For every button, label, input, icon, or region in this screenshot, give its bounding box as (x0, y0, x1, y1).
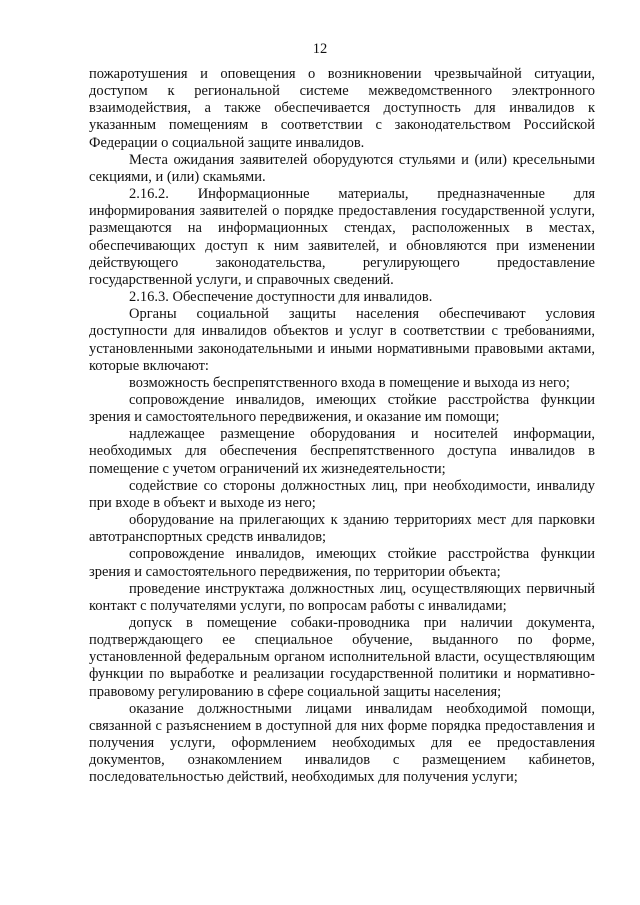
list-item: проведение инструктажа должностных лиц, осуществляющих первичный контакт с получателями услуги, по вопросам работы с инвалидами; (89, 580, 595, 614)
list-item: надлежащее размещение оборудования и носителей информации, необходимых для обеспечения беспрепятственного доступа инвалидов в помещение с учетом ограничений их жизнедеятельности; (89, 426, 595, 477)
document-body (89, 66, 595, 787)
list-item: оборудование на прилегающих к зданию территориях мест для парковки автотранспортных средств инвалидов; (89, 512, 595, 546)
list-item: возможность беспрепятственного входа в помещение и выхода из него; (129, 374, 570, 391)
paragraph: Органы социальной защиты населения обеспечивают условия доступности для инвалидов объектов и услуг в соответствии с требованиями, установленными законодательными и иными нормативными правовыми актами, которые включают: (89, 306, 595, 374)
paragraph: Места ожидания заявителей оборудуются стульями и (или) кресельными секциями, и (или) скамьями. (89, 151, 595, 185)
paragraph: пожаротушения и оповещения о возникновении чрезвычайной ситуации, доступом к региональной системе межведомственного электронного взаимодействия, а также обеспечивается доступность для инвалидов к указанным помещениям в соответствии с законодательством Российской Федерации о социальной защите инвалидов. (89, 66, 595, 151)
list-item: оказание должностными лицами инвалидам необходимой помощи, связанной с разъяснением в доступной для них форме порядка предоставления и получения услуги, оформлением необходимых для ее предоставления документов, ознакомлением инвалидов с размещением кабинетов, последовательностью действий, необходимых для получения услуги; (89, 700, 595, 786)
page-number: 12 (312, 41, 328, 57)
paragraph: 2.16.2. Информационные материалы, предназначенные для информирования заявителей о порядке предоставления государственной услуги, размещаются на информационных стендах, расположенных в местах, обеспечивающих доступ к ним заявителей, и обновляются при изменении действующего законодательства, регулирующего предоставление государственной услуги, и справочных сведений. (89, 186, 595, 288)
list-item: сопровождение инвалидов, имеющих стойкие расстройства функции зрения и самостоятельного передвижения, и оказание им помощи; (89, 391, 595, 426)
list-item: допуск в помещение собаки-проводника при наличии документа, подтверждающего ее специальное обучение, выданного по форме, установленной федеральным органом исполнительной власти, осуществляющим функции по выработке и реализации государственной политики и нормативно-правовому регулированию в сфере социальной защиты населения; (89, 615, 595, 700)
section-heading: 2.16.3. Обеспечение доступности для инвалидов. (129, 289, 433, 306)
list-item: сопровождение инвалидов, имеющих стойкие расстройства функции зрения и самостоятельного передвижения, по территории объекта; (89, 546, 595, 580)
list-item: содействие со стороны должностных лиц, при необходимости, инвалиду при входе в объект и выходе из него; (89, 477, 595, 511)
